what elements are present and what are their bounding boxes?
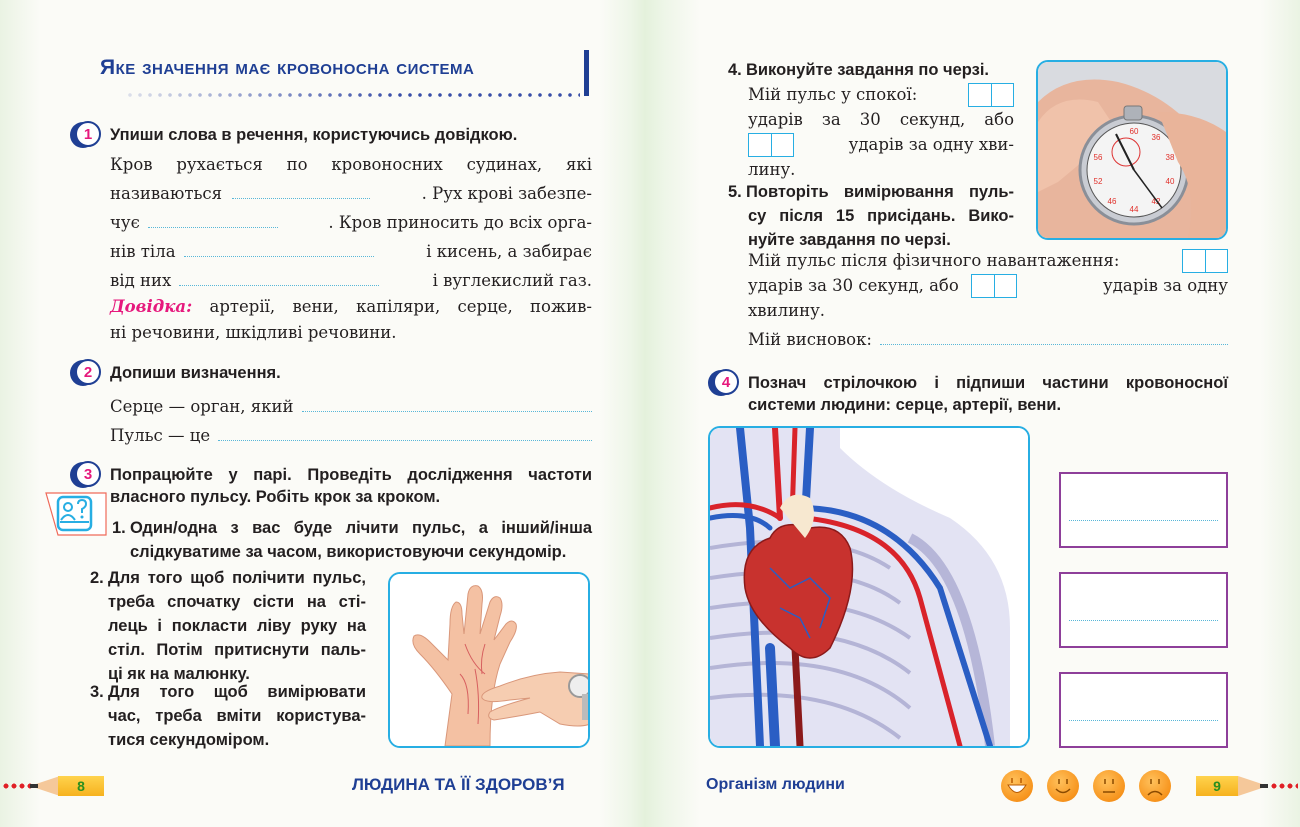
- hint-text: артерії, вени, капіляри, серце, пожив-: [192, 297, 592, 316]
- text-fragment: і вуглекислий газ.: [432, 271, 592, 290]
- text-fragment: чує: [110, 213, 140, 232]
- task-1-line-1: Кров рухається по кровоносних судинах, які: [110, 155, 592, 174]
- step-heading: Виконуйте завдання по черзі.: [746, 61, 990, 79]
- blank-delivers[interactable]: [184, 243, 374, 257]
- step-4-block: [728, 58, 1014, 182]
- step-text: стіл. Потім притиснути паль-: [108, 641, 366, 659]
- text-fragment: від них: [110, 271, 172, 290]
- step-number: 3.: [90, 683, 104, 701]
- hint-label: Довідка:: [110, 297, 193, 316]
- title-accent-bar: [584, 50, 589, 96]
- hint-line: [110, 295, 592, 319]
- svg-text:36: 36: [1151, 133, 1161, 142]
- self-assessment-sad-icon[interactable]: [1139, 770, 1171, 802]
- text-fragment: Серце — орган, який: [110, 397, 294, 416]
- footer-section-title: Організм людини: [706, 776, 845, 793]
- svg-text:44: 44: [1129, 205, 1139, 214]
- text-fragment: ударів за 30 секунд, або: [748, 110, 1014, 129]
- text-fragment: хвилину.: [748, 301, 826, 320]
- page-number: 9: [1196, 776, 1238, 796]
- text-fragment: Мій пульс у спокої:: [748, 85, 918, 104]
- svg-text:38: 38: [1165, 153, 1175, 162]
- heading-line: власного пульсу. Робіть крок за кроком.: [110, 488, 441, 506]
- circulatory-system-illustration[interactable]: [708, 426, 1030, 748]
- task-2-heading: Допиши визначення.: [110, 364, 281, 382]
- wrist-pulse-illustration: [388, 572, 590, 748]
- svg-text:42: 42: [1151, 197, 1161, 206]
- step-text: слідкуватиме за часом, використовуючи секундомір.: [130, 543, 567, 561]
- task-1-text: [110, 150, 592, 347]
- active-pulse-1min-input[interactable]: [971, 274, 1017, 298]
- step-heading-line: Повторіть вимірювання пуль-: [746, 183, 1014, 201]
- self-assessment-smiling-icon[interactable]: [1047, 770, 1079, 802]
- task-3-badge: 3: [70, 460, 102, 490]
- step-number: 2.: [90, 569, 104, 587]
- task-4-heading: [748, 372, 1228, 416]
- label-box-1[interactable]: [1059, 472, 1228, 548]
- page-number: 8: [58, 776, 104, 796]
- step-text: Для того щоб полічити пульс,: [108, 569, 366, 587]
- text-fragment: називаються: [110, 184, 223, 203]
- heading-line: Попрацюйте у парі. Проведіть дослідження частоти: [110, 466, 592, 484]
- label-box-2[interactable]: [1059, 572, 1228, 648]
- hint-line-2: ні речовини, шкідливі речовини.: [110, 323, 397, 342]
- text-fragment: ударів за одну: [1103, 276, 1228, 295]
- heading-line: системи людини: серце, артерії, вени.: [748, 396, 1062, 414]
- task-1-heading: Упиши слова в речення, користуючись довідкою.: [110, 126, 518, 144]
- rest-pulse-1min-input[interactable]: [748, 133, 794, 157]
- page-number-pencil-right: [1196, 774, 1300, 798]
- heading-line: Познач стрілочкою і підпиши частини кровоносної: [748, 374, 1228, 392]
- step-number: 1.: [112, 519, 126, 537]
- svg-text:60: 60: [1129, 127, 1139, 136]
- task-2-badge: 2: [70, 358, 102, 388]
- task-3-step-2: [90, 566, 366, 686]
- step-text: Один/одна з вас буде лічити пульс, а інший/інша: [130, 519, 592, 537]
- page-title: Яке значення має кровоносна система: [100, 56, 475, 79]
- svg-text:56: 56: [1093, 153, 1103, 162]
- text-fragment: нів тіла: [110, 242, 176, 261]
- text-fragment: . Рух крові забезпе-: [421, 184, 592, 203]
- step-text: тися секундоміром.: [108, 731, 270, 749]
- step-text: лець і покласти ліву руку на: [108, 617, 366, 635]
- conclusion-label: Мій висновок:: [748, 330, 872, 349]
- rest-pulse-30s-input[interactable]: [968, 83, 1014, 107]
- self-assessment-laughing-icon[interactable]: [1001, 770, 1033, 802]
- text-fragment: Пульс — це: [110, 426, 211, 445]
- blank-removes[interactable]: [179, 272, 379, 286]
- pair-work-icon: [42, 490, 112, 538]
- step-text: треба спочатку сісти на сті-: [108, 593, 366, 611]
- step-heading-line: нуйте завдання по черзі.: [748, 231, 951, 249]
- task-2-text: [110, 392, 592, 450]
- task-3-step-1: [112, 516, 592, 564]
- blank-vessels[interactable]: [232, 185, 370, 199]
- text-fragment: Мій пульс після фізичного навантаження:: [748, 251, 1120, 270]
- footer-section-title: ЛЮДИНА ТА ЇЇ ЗДОРОВ’Я: [352, 775, 565, 794]
- step-number: 5.: [728, 183, 742, 201]
- text-fragment: . Кров приносить до всіх орга-: [328, 213, 592, 232]
- blank-pump[interactable]: [148, 214, 278, 228]
- page-number-pencil-left: [0, 774, 110, 798]
- svg-text:46: 46: [1107, 197, 1117, 206]
- blank-heart-definition[interactable]: [302, 398, 593, 412]
- svg-text:40: 40: [1165, 177, 1175, 186]
- text-fragment: лину.: [748, 160, 796, 179]
- self-assessment-neutral-icon[interactable]: [1093, 770, 1125, 802]
- task-4-badge: 4: [708, 368, 740, 398]
- task-3-step-3: [90, 680, 366, 752]
- text-fragment: ударів за одну хви-: [848, 135, 1014, 154]
- stopwatch-in-hand-photo: [1036, 60, 1228, 240]
- conclusion-input[interactable]: [880, 331, 1228, 345]
- step-5-text: [748, 248, 1228, 352]
- task-3-heading: [110, 464, 592, 508]
- title-dotted-underline: [125, 92, 580, 98]
- step-heading-line: су після 15 присідань. Вико-: [748, 207, 1014, 225]
- text-fragment: і кисень, а забирає: [426, 242, 592, 261]
- step-text: Для того щоб вимірювати: [108, 683, 366, 701]
- step-text: ці як на малюнку.: [108, 665, 250, 683]
- step-number: 4.: [728, 61, 742, 79]
- task-1-badge: 1: [70, 120, 102, 150]
- text-fragment: ударів за 30 секунд, або: [748, 276, 959, 295]
- active-pulse-30s-input[interactable]: [1182, 249, 1228, 273]
- label-box-3[interactable]: [1059, 672, 1228, 748]
- svg-text:52: 52: [1093, 177, 1103, 186]
- step-5-heading: [728, 180, 1014, 252]
- step-text: час, треба вміти користува-: [108, 707, 366, 725]
- blank-pulse-definition[interactable]: [218, 427, 592, 441]
